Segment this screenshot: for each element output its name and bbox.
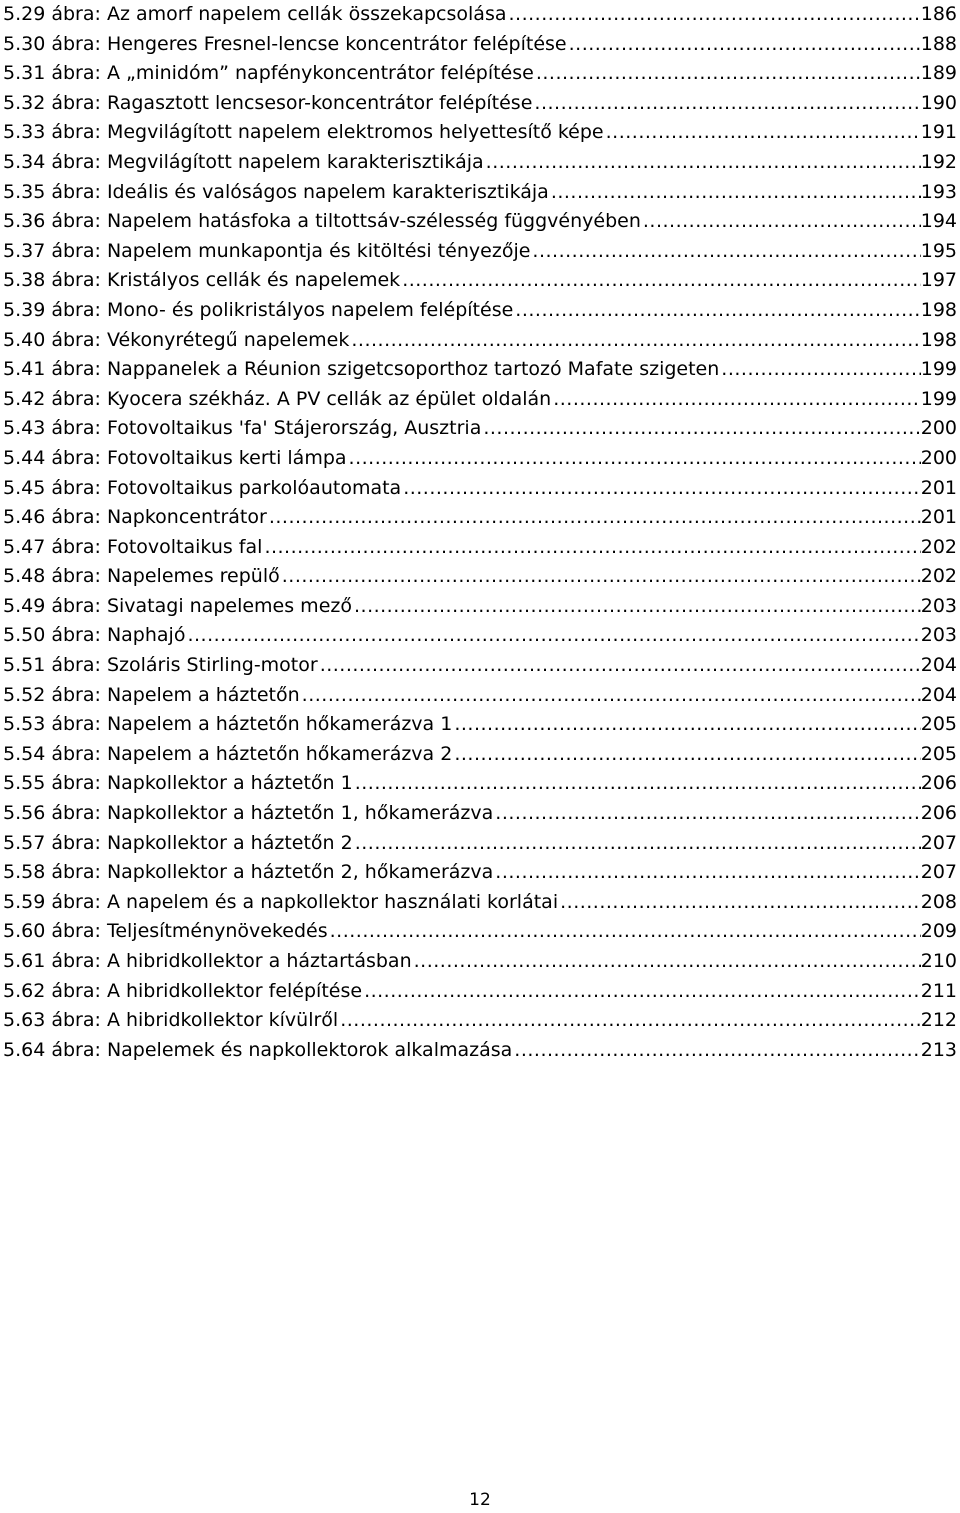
toc-entry-page: 209 bbox=[920, 920, 957, 943]
toc-entry-page: 204 bbox=[920, 683, 957, 706]
toc-entry[interactable] bbox=[3, 355, 960, 385]
toc-entry-label: 5.40 ábra: Vékonyrétegű napelemek bbox=[3, 328, 350, 351]
dot-leader bbox=[267, 503, 921, 533]
toc-entry[interactable] bbox=[3, 266, 960, 296]
dot-leader bbox=[328, 917, 921, 947]
dot-leader bbox=[534, 59, 921, 89]
toc-entry[interactable] bbox=[3, 59, 960, 89]
toc-entry-label: 5.61 ábra: A hibridkollektor a háztartásban bbox=[3, 950, 412, 972]
dot-leader bbox=[493, 799, 920, 829]
toc-entry[interactable] bbox=[3, 977, 960, 1007]
dot-leader bbox=[481, 414, 920, 444]
toc-entry[interactable] bbox=[3, 947, 960, 977]
dot-leader bbox=[493, 858, 920, 888]
toc-entry[interactable] bbox=[3, 118, 960, 148]
toc-entry-page: 200 bbox=[920, 417, 957, 440]
dot-leader bbox=[567, 30, 921, 60]
toc-entry[interactable] bbox=[3, 30, 960, 60]
toc-entry-page: 189 bbox=[920, 62, 957, 85]
toc-entry-label: 5.53 ábra: Napelem a háztetőn hőkamerázva 1 bbox=[3, 713, 453, 736]
toc-entry[interactable] bbox=[3, 0, 960, 30]
toc-entry-label: 5.50 ábra: Naphajó bbox=[3, 624, 186, 647]
toc-entry[interactable] bbox=[3, 710, 960, 740]
dot-leader bbox=[353, 769, 921, 799]
toc-entry[interactable] bbox=[3, 89, 960, 119]
toc-entry-label: 5.59 ábra: A napelem és a napkollektor használati korlátai bbox=[3, 890, 559, 913]
toc-entry-page: 206 bbox=[920, 772, 957, 795]
dot-leader bbox=[532, 89, 920, 119]
dot-leader bbox=[400, 266, 921, 296]
toc-entry[interactable] bbox=[3, 414, 960, 444]
toc-entry-label: 5.29 ábra: Az amorf napelem cellák összekapcsolása bbox=[3, 3, 507, 25]
toc-entry-page: 213 bbox=[920, 1038, 957, 1061]
dot-leader bbox=[551, 385, 921, 415]
dot-leader bbox=[530, 237, 920, 267]
toc-entry-label: 5.38 ábra: Kristályos cellák és napelemek bbox=[3, 269, 401, 292]
toc-entry-page: 188 bbox=[920, 32, 957, 55]
dot-leader bbox=[318, 651, 921, 681]
toc-entry-label: 5.42 ábra: Kyocera székház. A PV cellák az épület oldalán bbox=[3, 387, 552, 410]
toc-entry-label: 5.30 ábra: Hengeres Fresnel-lencse koncentrátor felépítése bbox=[3, 32, 567, 55]
toc-entry-page: 202 bbox=[920, 565, 957, 588]
toc-entry[interactable] bbox=[3, 444, 960, 474]
toc-entry[interactable] bbox=[3, 1036, 960, 1066]
toc-entry-page: 207 bbox=[920, 831, 957, 854]
toc-entry-label: 5.31 ábra: A „minidóm” napfénykoncentrátor felépítése bbox=[3, 62, 534, 85]
toc-entry-label: 5.37 ábra: Napelem munkapontja és kitöltési tényezője bbox=[3, 239, 531, 262]
dot-leader bbox=[641, 207, 921, 237]
toc-entry[interactable] bbox=[3, 207, 960, 237]
toc-entry[interactable] bbox=[3, 562, 960, 592]
toc-entry-page: 202 bbox=[920, 535, 957, 558]
dot-leader bbox=[352, 592, 921, 622]
toc-entry-label: 5.44 ábra: Fotovoltaikus kerti lámpa bbox=[3, 446, 347, 469]
toc-entry[interactable] bbox=[3, 681, 960, 711]
dot-leader bbox=[280, 562, 921, 592]
toc-entry[interactable] bbox=[3, 503, 960, 533]
toc-entry-page: 201 bbox=[920, 476, 957, 499]
toc-entry-label: 5.51 ábra: Szoláris Stirling-motor bbox=[3, 654, 318, 677]
dot-leader bbox=[604, 118, 921, 148]
toc-entry[interactable] bbox=[3, 385, 960, 415]
dot-leader bbox=[401, 474, 921, 504]
dot-leader bbox=[347, 444, 921, 474]
toc-entry-page: 211 bbox=[920, 979, 957, 1002]
toc-entry[interactable] bbox=[3, 326, 960, 356]
toc-entry-label: 5.54 ábra: Napelem a háztetőn hőkamerázva 2 bbox=[3, 742, 453, 765]
toc-entry-label: 5.49 ábra: Sivatagi napelemes mező bbox=[3, 594, 352, 617]
toc-entry-label: 5.60 ábra: Teljesítménynövekedés bbox=[3, 920, 328, 943]
toc-entry-label: 5.36 ábra: Napelem hatásfoka a tiltottsáv-szélesség függvényében bbox=[3, 210, 641, 233]
toc-entry-label: 5.39 ábra: Mono- és polikristályos napelem felépítése bbox=[3, 298, 514, 321]
toc-entry[interactable] bbox=[3, 858, 960, 888]
toc-entry-page: 200 bbox=[920, 446, 957, 469]
toc-entry[interactable] bbox=[3, 621, 960, 651]
dot-leader bbox=[300, 681, 921, 711]
toc-entry-label: 5.47 ábra: Fotovoltaikus fal bbox=[3, 535, 263, 558]
toc-entry-page: 191 bbox=[920, 121, 957, 144]
toc-entry-label: 5.34 ábra: Megvilágított napelem karakterisztikája bbox=[3, 150, 484, 173]
toc-entry-label: 5.62 ábra: A hibridkollektor felépítése bbox=[3, 979, 363, 1002]
toc-entry-page: 195 bbox=[920, 239, 957, 262]
dot-leader bbox=[513, 296, 920, 326]
toc-entry[interactable] bbox=[3, 533, 960, 563]
toc-entry-label: 5.45 ábra: Fotovoltaikus parkolóautomata bbox=[3, 476, 402, 499]
toc-entry[interactable] bbox=[3, 769, 960, 799]
toc-entry-page: 197 bbox=[920, 269, 957, 292]
toc-entry-label: 5.43 ábra: Fotovoltaikus 'fa' Stájerország, Ausztria bbox=[3, 417, 482, 440]
dot-leader bbox=[558, 888, 921, 918]
toc-entry-label: 5.55 ábra: Napkollektor a háztetőn 1 bbox=[3, 772, 353, 795]
toc-entry-label: 5.64 ábra: Napelemek és napkollektorok alkalmazása bbox=[3, 1038, 513, 1061]
toc-entry-page: 192 bbox=[920, 150, 957, 173]
toc-entry-page: 198 bbox=[920, 298, 957, 321]
toc-entry-page: 203 bbox=[920, 624, 957, 647]
toc-entry-label: 5.48 ábra: Napelemes repülő bbox=[3, 565, 280, 588]
toc-entry-page: 203 bbox=[920, 594, 957, 617]
toc-entry[interactable] bbox=[3, 592, 960, 622]
dot-leader bbox=[338, 1006, 921, 1036]
dot-leader bbox=[484, 148, 921, 178]
toc-entry-label: 5.32 ábra: Ragasztott lencsesor-koncentrátor felépítése bbox=[3, 91, 533, 114]
toc-entry-page: 210 bbox=[920, 950, 957, 972]
dot-leader bbox=[262, 533, 920, 563]
dot-leader bbox=[185, 621, 920, 651]
toc-entry-page: 205 bbox=[920, 713, 957, 736]
toc-entry[interactable] bbox=[3, 237, 960, 267]
dot-leader bbox=[353, 829, 921, 859]
toc-entry-page: 193 bbox=[920, 180, 957, 203]
toc-entry-page: 205 bbox=[920, 742, 957, 765]
dot-leader bbox=[349, 326, 920, 356]
toc-entry[interactable] bbox=[3, 829, 960, 859]
toc-entry-page: 204 bbox=[920, 654, 957, 677]
dot-leader bbox=[507, 0, 921, 30]
toc-entry-page: 201 bbox=[920, 506, 957, 529]
toc-entry[interactable] bbox=[3, 296, 960, 326]
toc-entry[interactable] bbox=[3, 888, 960, 918]
toc-entry-label: 5.63 ábra: A hibridkollektor kívülről bbox=[3, 1009, 339, 1032]
toc-entry[interactable] bbox=[3, 1006, 960, 1036]
toc-entry[interactable] bbox=[3, 740, 960, 770]
toc-entry-label: 5.33 ábra: Megvilágított napelem elektromos helyettesítő képe bbox=[3, 121, 604, 144]
toc-entry-page: 199 bbox=[920, 387, 957, 410]
toc-entry-page: 212 bbox=[920, 1009, 957, 1032]
toc-entry-page: 199 bbox=[920, 358, 957, 381]
toc-entry[interactable] bbox=[3, 178, 960, 208]
toc-entry[interactable] bbox=[3, 651, 960, 681]
toc-entry-label: 5.57 ábra: Napkollektor a háztetőn 2 bbox=[3, 831, 353, 854]
toc-entry-label: 5.46 ábra: Napkoncentrátor bbox=[3, 506, 267, 529]
toc-entry-label: 5.52 ábra: Napelem a háztetőn bbox=[3, 683, 300, 706]
dot-leader bbox=[549, 178, 921, 208]
dot-leader bbox=[412, 947, 921, 977]
toc-entry-page: 206 bbox=[920, 802, 957, 825]
dot-leader bbox=[452, 740, 920, 770]
toc-entry-label: 5.41 ábra: Nappanelek a Réunion szigetcsoporthoz tartozó Mafate szigeten bbox=[3, 358, 720, 381]
dot-leader bbox=[452, 710, 920, 740]
toc-entry-label: 5.56 ábra: Napkollektor a háztetőn 1, hőkamerázva bbox=[3, 802, 494, 825]
toc-entry-page: 198 bbox=[920, 328, 957, 351]
toc-entry-page: 194 bbox=[920, 210, 957, 233]
toc-entry-label: 5.58 ábra: Napkollektor a háztetőn 2, hőkamerázva bbox=[3, 861, 494, 884]
toc-entry[interactable] bbox=[3, 917, 960, 947]
toc-entry[interactable] bbox=[3, 148, 960, 178]
page-number: 12 bbox=[469, 1490, 491, 1510]
dot-leader bbox=[719, 355, 920, 385]
table-of-figures bbox=[3, 0, 960, 1065]
toc-entry-page: 207 bbox=[920, 861, 957, 884]
toc-entry[interactable] bbox=[3, 799, 960, 829]
toc-entry-page: 186 bbox=[920, 3, 957, 25]
toc-entry[interactable] bbox=[3, 474, 960, 504]
dot-leader bbox=[362, 977, 921, 1007]
toc-entry-page: 190 bbox=[920, 91, 957, 114]
dot-leader bbox=[512, 1036, 920, 1066]
toc-entry-label: 5.35 ábra: Ideális és valóságos napelem karakterisztikája bbox=[3, 180, 549, 203]
toc-entry-page: 208 bbox=[920, 890, 957, 913]
